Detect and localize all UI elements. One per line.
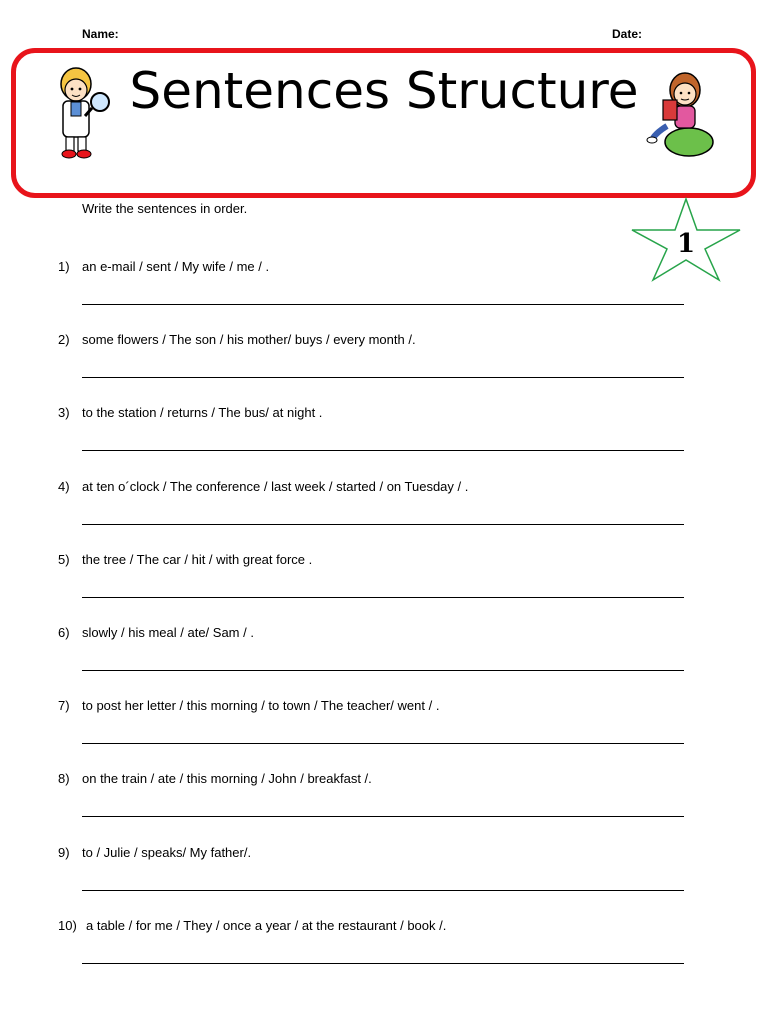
question-number: 9): [58, 844, 70, 860]
question-number: 8): [58, 771, 70, 787]
question-item: [58, 845, 251, 860]
name-label: Name:: [82, 27, 119, 41]
question-item: [58, 332, 416, 347]
page-title: Sentences Structure: [129, 62, 639, 120]
question-item: [58, 479, 468, 494]
question-text: to / Julie / speaks/ My father/.: [82, 844, 252, 860]
answer-line[interactable]: [82, 670, 684, 671]
question-item: [58, 552, 312, 567]
answer-line[interactable]: [82, 816, 684, 817]
question-number: 6): [58, 625, 70, 640]
instructions: Write the sentences in order.: [82, 201, 248, 216]
question-item: [58, 918, 446, 933]
answer-line[interactable]: [82, 450, 684, 451]
question-number: 3): [58, 405, 70, 421]
question-number: 4): [58, 478, 70, 494]
star-badge: [628, 196, 744, 282]
question-text: the tree / The car / hit / with great force .: [82, 551, 313, 567]
question-text: an e-mail / sent / My wife / me / .: [82, 259, 270, 274]
question-text: a table / for me / They / once a year / at the restaurant / book /.: [86, 917, 447, 933]
question-number: 5): [58, 551, 70, 567]
answer-line[interactable]: [82, 890, 684, 891]
question-item: [58, 698, 439, 713]
question-item: [58, 625, 254, 640]
question-text: at ten o´clock / The conference / last week / started / on Tuesday / .: [82, 478, 469, 494]
answer-line[interactable]: [82, 524, 684, 525]
question-text: to the station / returns / The bus/ at night .: [82, 405, 323, 421]
date-label: Date:: [612, 27, 643, 41]
question-item: [58, 259, 269, 274]
answer-line[interactable]: [82, 743, 684, 744]
question-item: [58, 771, 372, 786]
question-text: some flowers / The son / his mother/ buys / every month /.: [82, 332, 416, 348]
question-number: 2): [58, 332, 70, 348]
question-number: 1): [58, 259, 70, 274]
answer-line[interactable]: [82, 304, 684, 305]
question-text: on the train / ate / this morning / John / breakfast /.: [82, 771, 372, 787]
star-badge-number: 1: [676, 229, 696, 259]
question-number: 7): [58, 698, 70, 714]
question-item: [58, 405, 322, 420]
answer-line[interactable]: [82, 597, 684, 598]
answer-line[interactable]: [82, 377, 684, 378]
question-number: 10): [58, 917, 77, 933]
question-text: slowly / his meal / ate/ Sam / .: [82, 625, 254, 640]
question-text: to post her letter / this morning / to town / The teacher/ went / .: [82, 698, 440, 714]
answer-line[interactable]: [82, 963, 684, 964]
